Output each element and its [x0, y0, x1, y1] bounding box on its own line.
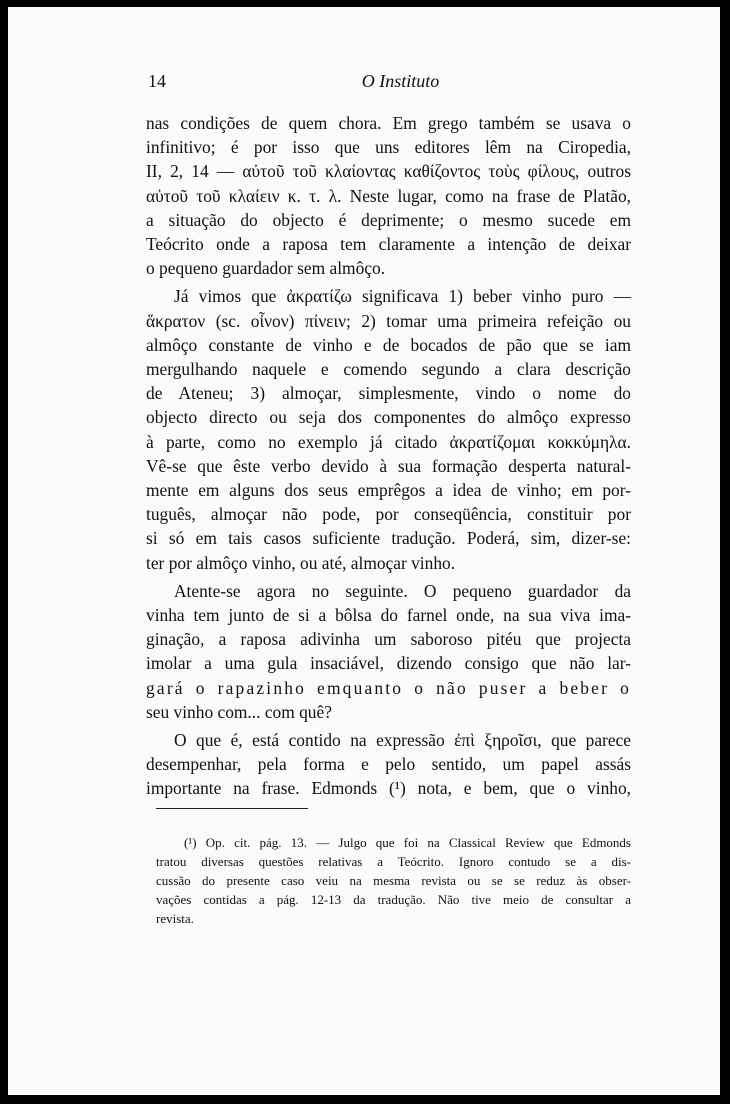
text-line: Atente-se agora no seguinte. O pequeno guardador da — [174, 580, 631, 601]
body-text — [146, 111, 631, 801]
text-line: seu vinho com... com quê? — [146, 701, 332, 722]
footnote-line: (¹) Op. cit. pág. 13. — Julgo que foi na Classical Review que Edmonds — [184, 835, 631, 850]
footnote-separator — [156, 808, 308, 809]
text-line: Teócrito onde a raposa tem claramente a intenção de deixar — [146, 234, 631, 255]
text-line: ἄκρατον (sc. οἶνον) πίνειν; 2) tomar uma primeira refeição ou — [146, 310, 631, 331]
text-line: importante na frase. Edmonds (¹) nota, e bem, que o vinho, — [146, 778, 631, 799]
text-line: si só em tais casos suficiente tradução. Poderá, sim, dizer-se: — [146, 528, 631, 549]
text-line: tuguês, almoçar não pode, por conseqüência, constituir por — [146, 504, 631, 525]
text-line: ginação, a raposa adivinha um saboroso pitéu que projecta — [146, 629, 631, 650]
text-line: vinha tem junto de si a bôlsa do farnel onde, na sua viva ima- — [146, 605, 631, 626]
text-line: à parte, como no exemplo já citado ἀκρατίζομαι κοκκύμηλα. — [146, 431, 631, 452]
text-line: Vê-se que êste verbo devido à sua formação desperta natural- — [146, 455, 631, 476]
footnote — [156, 833, 631, 928]
text-line: de Ateneu; 3) almoçar, simplesmente, vindo o nome do — [146, 383, 631, 404]
text-line: ter por almôço vinho, ou até, almoçar vinho. — [146, 552, 456, 573]
paragraph-3 — [146, 579, 631, 724]
running-title: O Instituto — [361, 71, 440, 91]
paragraph-1 — [146, 111, 631, 280]
page-number: 14 — [148, 71, 166, 91]
paragraph-4 — [146, 728, 631, 801]
footnote-line: vações contidas a pág. 12-13 da tradução. Não tive meio de consultar a — [156, 892, 631, 907]
paragraph-2 — [146, 284, 631, 574]
text-line: αὐτοῦ τοῦ κλαίειν κ. τ. λ. Neste lugar, como na frase de Platão, — [146, 185, 631, 206]
page-header — [148, 71, 633, 95]
footnote-line: revista. — [156, 911, 194, 926]
text-line: mergulhando naquele e comendo segundo a clara descrição — [146, 359, 631, 380]
text-line: mente em alguns dos seus emprêgos a idea de vinho; em por- — [146, 480, 631, 501]
text-line: o pequeno guardador sem almôço. — [146, 258, 386, 279]
footnote-line: cussão do presente caso veiu na mesma revista ou se se reduz às obser- — [156, 873, 631, 888]
text-line: a situação do objecto é deprimente; o mesmo sucede em — [146, 209, 631, 230]
footnote-line: tratou diversas questões relativas a Teócrito. Ignoro contudo se a dis- — [156, 854, 631, 869]
text-line: desempenhar, pela forma e pelo sentido, um papel assás — [146, 754, 631, 775]
text-line: almôço constante de vinho e de bocados de pão que se iam — [146, 334, 631, 355]
text-line: O que é, está contido na expressão ἐπὶ ξηροῖσι, que parece — [174, 730, 631, 751]
text-line: imolar a uma gula insaciável, dizendo consigo que não lar- — [146, 653, 631, 674]
text-line: infinitivo; é por isso que uns editores lêm na Ciropedia, — [146, 137, 631, 158]
book-page — [8, 7, 720, 1095]
text-line: nas condições de quem chora. Em grego também se usava o — [146, 113, 631, 133]
text-line: gará o rapazinho emquanto o não puser a beber o — [146, 677, 631, 698]
text-line: Já vimos que ἀκρατίζω significava 1) beber vinho puro — — [174, 286, 631, 307]
text-line: objecto directo ou seja dos componentes do almôço expresso — [146, 407, 631, 428]
text-line: II, 2, 14 — αὐτοῦ τοῦ κλαίοντας καθίζοντος τοὺς φίλους, outros — [146, 161, 631, 182]
